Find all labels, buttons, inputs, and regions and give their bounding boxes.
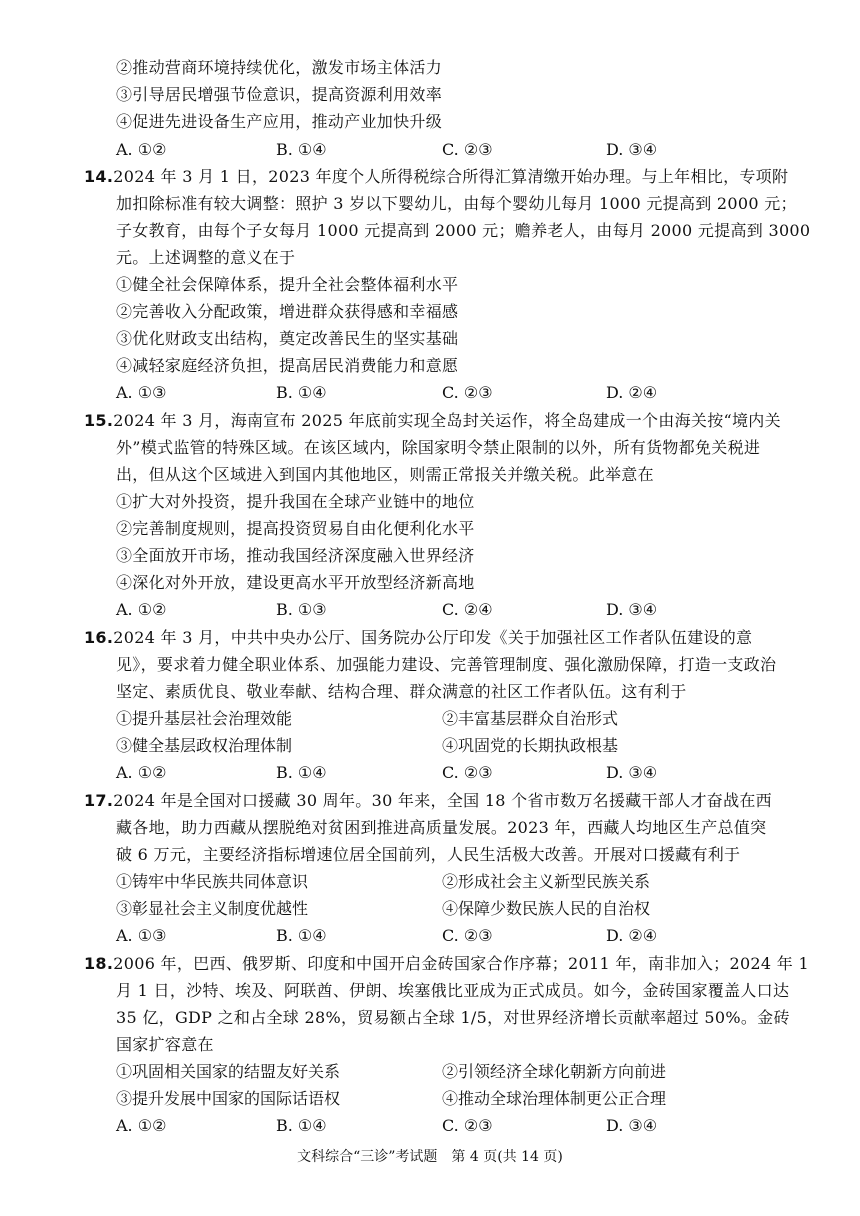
choice-a: A. ①② bbox=[116, 763, 167, 782]
option-statement: ②形成社会主义新型民族关系 bbox=[442, 872, 651, 891]
choice-b: B. ①④ bbox=[276, 763, 327, 782]
choice-d: D. ③④ bbox=[606, 600, 658, 619]
question-number: 15. bbox=[84, 411, 114, 430]
option-statement: ③提升发展中国家的国际话语权 bbox=[116, 1089, 341, 1108]
choice-c: C. ②③ bbox=[442, 1116, 493, 1135]
choice-b: B. ①③ bbox=[276, 600, 327, 619]
question-16-stem-line: 坚定、素质优良、敬业奉献、结构合理、群众满意的社区工作者队伍。这有利于 bbox=[116, 682, 687, 701]
choice-c: C. ②③ bbox=[442, 926, 493, 945]
question-17-stem-line: 17.2024 年是全国对口援藏 30 周年。30 年来，全国 18 个省市数万名援藏干部人才奋战在西 bbox=[84, 791, 772, 810]
choice-d: D. ②④ bbox=[606, 383, 658, 402]
option-statement: ①巩固相关国家的结盟友好关系 bbox=[116, 1062, 341, 1081]
question-number: 18. bbox=[84, 954, 114, 973]
question-number: 17. bbox=[84, 791, 114, 810]
option-statement: ④减轻家庭经济负担，提高居民消费能力和意愿 bbox=[116, 356, 459, 375]
option-statement: ②推动营商环境持续优化，激发市场主体活力 bbox=[116, 58, 443, 77]
choice-d: D. ③④ bbox=[606, 763, 658, 782]
option-statement: ②引领经济全球化朝新方向前进 bbox=[442, 1062, 667, 1081]
question-18-stem-line: 月 1 日，沙特、埃及、阿联酋、伊朗、埃塞俄比亚成为正式成员。如今，金砖国家覆盖人口达 bbox=[116, 981, 790, 1000]
choice-b: B. ①④ bbox=[276, 140, 327, 159]
option-statement: ①健全社会保障体系，提升全社会整体福利水平 bbox=[116, 275, 459, 294]
option-statement: ③优化财政支出结构，奠定改善民生的坚实基础 bbox=[116, 329, 459, 348]
option-statement: ④深化对外开放，建设更高水平开放型经济新高地 bbox=[116, 573, 475, 592]
choice-c: C. ②④ bbox=[442, 600, 493, 619]
option-statement: ②丰富基层群众自治形式 bbox=[442, 709, 619, 728]
option-statement: ④促进先进设备生产应用，推动产业加快升级 bbox=[116, 112, 443, 131]
option-statement: ①提升基层社会治理效能 bbox=[116, 709, 293, 728]
choice-a: A. ①② bbox=[116, 600, 167, 619]
question-18-stem-line: 35 亿，GDP 之和占全球 28%，贸易额占全球 1/5，对世界经济增长贡献率超过 50%。金砖 bbox=[116, 1008, 790, 1027]
question-16-stem-line: 16.2024 年 3 月，中共中央办公厅、国务院办公厅印发《关于加强社区工作者队伍建设的意 bbox=[84, 628, 753, 647]
option-statement: ③引导居民增强节俭意识，提高资源利用效率 bbox=[116, 85, 443, 104]
question-14-stem-line: 14.2024 年 3 月 1 日，2023 年度个人所得税综合所得汇算清缴开始办理。与上年相比，专项附 bbox=[84, 167, 789, 186]
question-16-stem-line: 见》，要求着力健全职业体系、加强能力建设、完善管理制度、强化激励保障，打造一支政治 bbox=[116, 655, 777, 674]
question-18-stem-line: 国家扩容意在 bbox=[116, 1035, 214, 1054]
choice-d: D. ③④ bbox=[606, 140, 658, 159]
choice-c: C. ②③ bbox=[442, 140, 493, 159]
option-statement: ④巩固党的长期执政根基 bbox=[442, 736, 619, 755]
question-17-stem-line: 藏各地，助力西藏从摆脱绝对贫困到推进高质量发展。2023 年，西藏人均地区生产总值突 bbox=[116, 818, 767, 837]
option-statement: ③全面放开市场，推动我国经济深度融入世界经济 bbox=[116, 546, 475, 565]
question-15-stem-line: 外”模式监管的特殊区域。在该区域内，除国家明令禁止限制的以外，所有货物都免关税进 bbox=[116, 438, 761, 457]
option-statement: ②完善制度规则，提高投资贸易自由化便利化水平 bbox=[116, 519, 475, 538]
choice-a: A. ①③ bbox=[116, 383, 167, 402]
question-14-stem-line: 元。上述调整的意义在于 bbox=[116, 248, 296, 267]
question-18-stem-line: 18.2006 年，巴西、俄罗斯、印度和中国开启金砖国家合作序幕；2011 年，南非加入；2024 年 1 bbox=[84, 954, 809, 973]
choice-b: B. ①④ bbox=[276, 383, 327, 402]
choice-b: B. ①④ bbox=[276, 926, 327, 945]
option-statement: ③健全基层政权治理体制 bbox=[116, 736, 293, 755]
option-statement: ①铸牢中华民族共同体意识 bbox=[116, 872, 309, 891]
choice-c: C. ②③ bbox=[442, 383, 493, 402]
option-statement: ③彰显社会主义制度优越性 bbox=[116, 899, 309, 918]
option-statement: ①扩大对外投资，提升我国在全球产业链中的地位 bbox=[116, 492, 475, 511]
question-17-stem-line: 破 6 万元，主要经济指标增速位居全国前列，人民生活极大改善。开展对口援藏有利于 bbox=[116, 845, 741, 864]
option-statement: ④保障少数民族人民的自治权 bbox=[442, 899, 651, 918]
question-15-stem-line: 出，但从这个区域进入到国内其他地区，则需正常报关并缴关税。此举意在 bbox=[116, 465, 654, 484]
question-15-stem-line: 15.2024 年 3 月，海南宣布 2025 年底前实现全岛封关运作，将全岛建成一个由海关按“境内关 bbox=[84, 411, 781, 430]
choice-d: D. ②④ bbox=[606, 926, 658, 945]
question-number: 14. bbox=[84, 167, 114, 186]
question-14-stem-line: 加扣除标准有较大调整：照护 3 岁以下婴幼儿，由每个婴幼儿每月 1000 元提高到 2000 元； bbox=[116, 194, 797, 213]
page-footer: 文科综合“三诊”考试题 第 4 页(共 14 页) bbox=[297, 1149, 563, 1165]
question-14-stem-line: 子女教育，由每个子女每月 1000 元提高到 2000 元；赡养老人，由每月 2000 元提高到 3000 bbox=[116, 221, 811, 240]
option-statement: ④推动全球治理体制更公正合理 bbox=[442, 1089, 667, 1108]
choice-a: A. ①② bbox=[116, 1116, 167, 1135]
choice-a: A. ①② bbox=[116, 140, 167, 159]
choice-a: A. ①③ bbox=[116, 926, 167, 945]
question-number: 16. bbox=[84, 628, 114, 647]
choice-c: C. ②③ bbox=[442, 763, 493, 782]
choice-b: B. ①④ bbox=[276, 1116, 327, 1135]
option-statement: ②完善收入分配政策，增进群众获得感和幸福感 bbox=[116, 302, 459, 321]
choice-d: D. ③④ bbox=[606, 1116, 658, 1135]
